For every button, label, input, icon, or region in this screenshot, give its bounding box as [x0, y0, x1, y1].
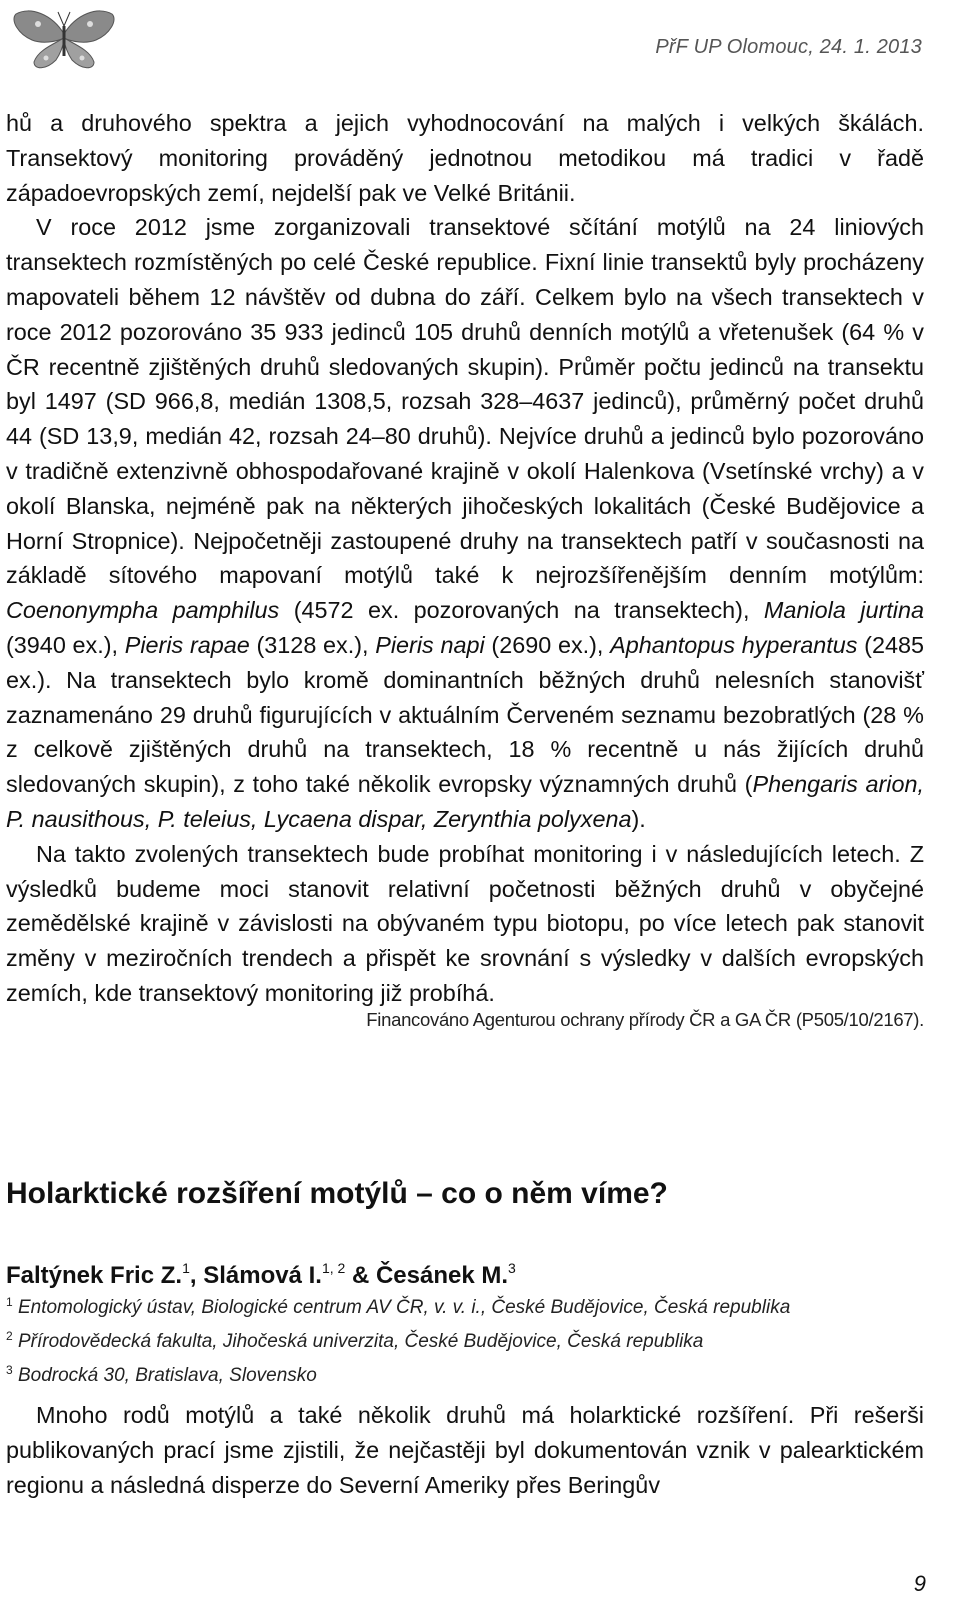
article-title: Holarktické rozšíření motýlů – co o něm víme?: [6, 1177, 668, 1210]
paragraph-intro: hů a druhového spektra a jejich vyhodnocování na malých i velkých škálách. Transektový monitoring prováděný jednotnou metodikou má tradici v řadě západoevropských zemí, nejdelší pak ve Velké Británii.: [6, 110, 924, 206]
species-name: Maniola jurtina: [763, 597, 925, 624]
affiliation-1: $^1$ Entomologický ústav, Biologické centrum AV ČR, v. v. i., České Budějovice, Česká republika: [6, 1295, 791, 1318]
species-name: Pieris napi: [375, 631, 485, 658]
authors-line: Faltýnek Fric Z.$^1$, Slámová I.$^{1, 2}$ & Česánek M.$^3$: [6, 1260, 516, 1289]
page-number: 9: [913, 1571, 926, 1596]
affiliation-2: $^2$ Přírodovědecká fakulta, Jihočeská univerzita, České Budějovice, Česká republika: [6, 1329, 704, 1352]
affiliations: [6, 1288, 936, 1390]
running-head: PřF UP Olomouc, 24. 1. 2013: [655, 36, 922, 58]
species-names: Phengaris arion, P. nausithous, P. teleius, Lycaena dispar, Zerynthia polyxena: [6, 771, 924, 832]
species-name: Aphantopus hyperantus: [610, 631, 858, 658]
paragraph-outlook: Na takto zvolených transektech bude probíhat monitoring i v následujících letech. Z výsledků budeme moci stanovit relativní početnosti běžných druhů v obyčejné zemědělské krajině v závislosti na obývaném typu biotopu, po více letech pak stanovit změny v meziročních trendech a přispět ke srovnání s výsledky v dalších evropských zemích, kde transektový monitoring již probíhá.: [6, 840, 924, 1006]
funding-note: Financováno Agenturou ochrany přírody ČR a GA ČR (P505/10/2167).: [366, 1008, 924, 1030]
paragraph-results: V roce 2012 jsme zorganizovali transektové sčítání motýlů na 24 liniových transektech rozmístěných po celé České republice. Fixní linie transektů byly procházeny mapovateli během 12 návštěv od dubna do září. Celkem bylo na všech transektech v roce 2012 pozorováno 35 933 jedinců 105 druhů denních motýlů a vřetenušek (64 % v ČR recentně zjištěných druhů sledovaných skupin). Průměr počtu jedinců na transektu byl 1497 (SD 966,8, medián 1308,5, rozsah 328–4637 jedinců), průměrný počet druhů 44 (SD 13,9, medián 42, rozsah 24–80 druhů). Nejvíce druhů a jedinců bylo pozorováno v tradičně extenzivně obhospodařované krajině v okolí Halenkova (Vsetínské vrchy) a v okolí Blanska, nejméně pak na některých jihočeských lokalitách (České Budějovice a Horní Stropnice). Nejpočetněji zastoupené druhy na transektech patří v současnosti na základě sítového mapovaní motýlů také k nejrozšířenějším denním motýlům: Coenonympha pamphilus (4572 ex. pozorovaných na transektech), Maniola jurtina (3940 ex.), Pieris rapae (3128 ex.), Pieris napi (2690 ex.), Aphantopus hyperantus (2485 ex.). Na transektech bylo kromě dominantních běžných druhů nelesních stanovišť zaznamenáno 29 druhů figurujících v aktuálním Červeném seznamu bezobratlých (28 % z celkově zjištěných druhů na transektech, 18 % recentně u nás žijících druhů sledovaných skupin), z toho také několik evropsky významných druhů (Phengaris arion, P. nausithous, P. teleius, Lycaena dispar, Zerynthia polyxena).: [6, 214, 925, 832]
article-body: [6, 106, 924, 1033]
affiliation-3: $^3$ Bodrocká 30, Bratislava, Slovensko: [6, 1363, 317, 1386]
butterfly-icon: [8, 4, 120, 76]
species-name: Coenonympha pamphilus: [6, 597, 280, 624]
abstract-paragraph: Mnoho rodů motýlů a také několik druhů má holarktické rozšíření. Při rešerši publikovaných prací jsme zjistili, že nejčastěji byl dokumentován vznik v palearktickém regionu a následná disperze do Severní Ameriky přes Beringův: [6, 1402, 924, 1498]
species-name: Pieris rapae: [124, 631, 250, 658]
